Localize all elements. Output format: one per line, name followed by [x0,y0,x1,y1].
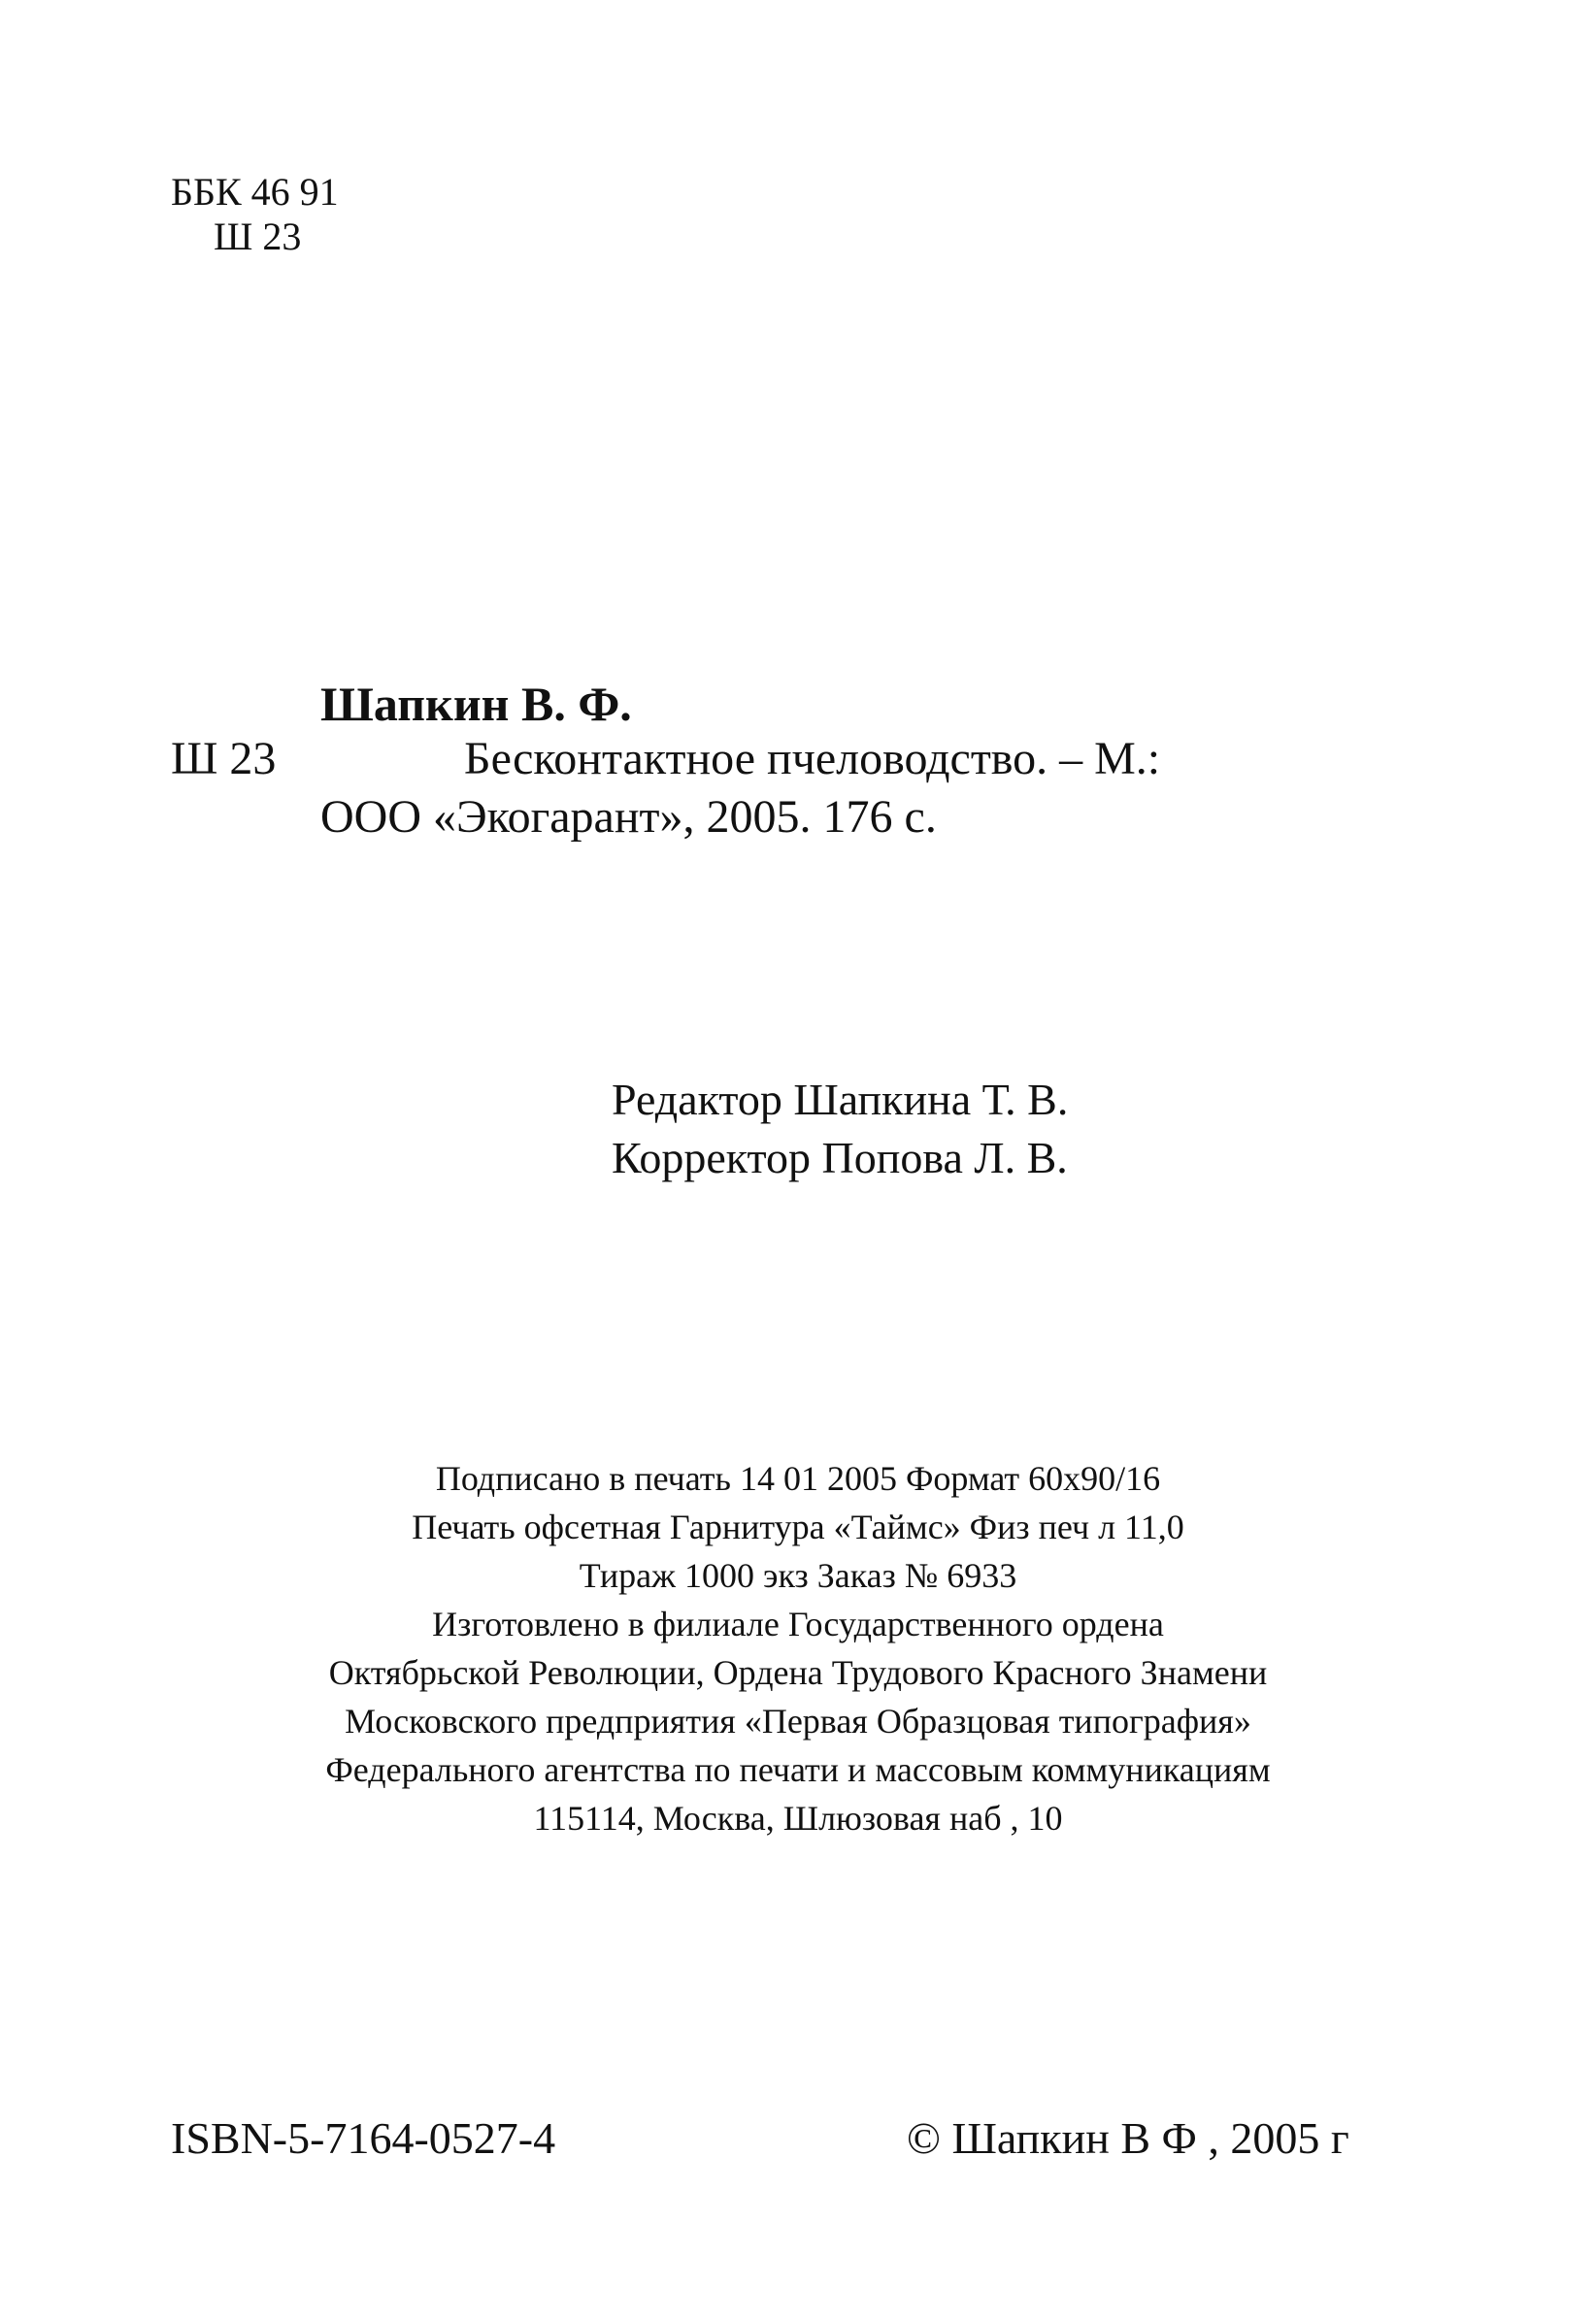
imprint-line: Печать офсетная Гарнитура «Таймс» Физ печ л 11,0 [412,1508,1184,1546]
imprint-line: Подписано в печать 14 01 2005 Формат 60х90/16 [435,1459,1161,1498]
copyright: © Шапкин В Ф , 2005 г [907,2113,1349,2163]
imprint-line: 115114, Москва, Шлюзовая наб , 10 [533,1799,1063,1838]
imprint-line: Московского предприятия «Первая Образцовая типография» [345,1702,1251,1741]
publisher-line: ООО «Экогарант», 2005. 176 с. [320,791,937,843]
cutter-mark: Ш 23 [171,733,277,784]
imprint-line: Изготовлено в филиале Государственного ордена [432,1605,1164,1643]
bbk-code: ББК 46 91 [171,170,339,214]
isbn: ISBN-5-7164-0527-4 [171,2113,556,2163]
author-heading: Шапкин В. Ф. [320,677,632,731]
imprint-line: Федерального агентства по печати и массовым коммуникациям [325,1750,1271,1789]
book-title-line: Бесконтактное пчеловодство. – М.: [464,733,1161,784]
imprint-line: Октябрьской Революции, Ордена Трудового Красного Знамени [328,1653,1268,1692]
bbk-cutter: Ш 23 [214,215,302,258]
imprint-line: Тираж 1000 экз Заказ № 6933 [579,1556,1017,1595]
editor-credit: Редактор Шапкина Т. В. [612,1075,1069,1124]
proofreader-credit: Корректор Попова Л. В. [612,1133,1068,1182]
